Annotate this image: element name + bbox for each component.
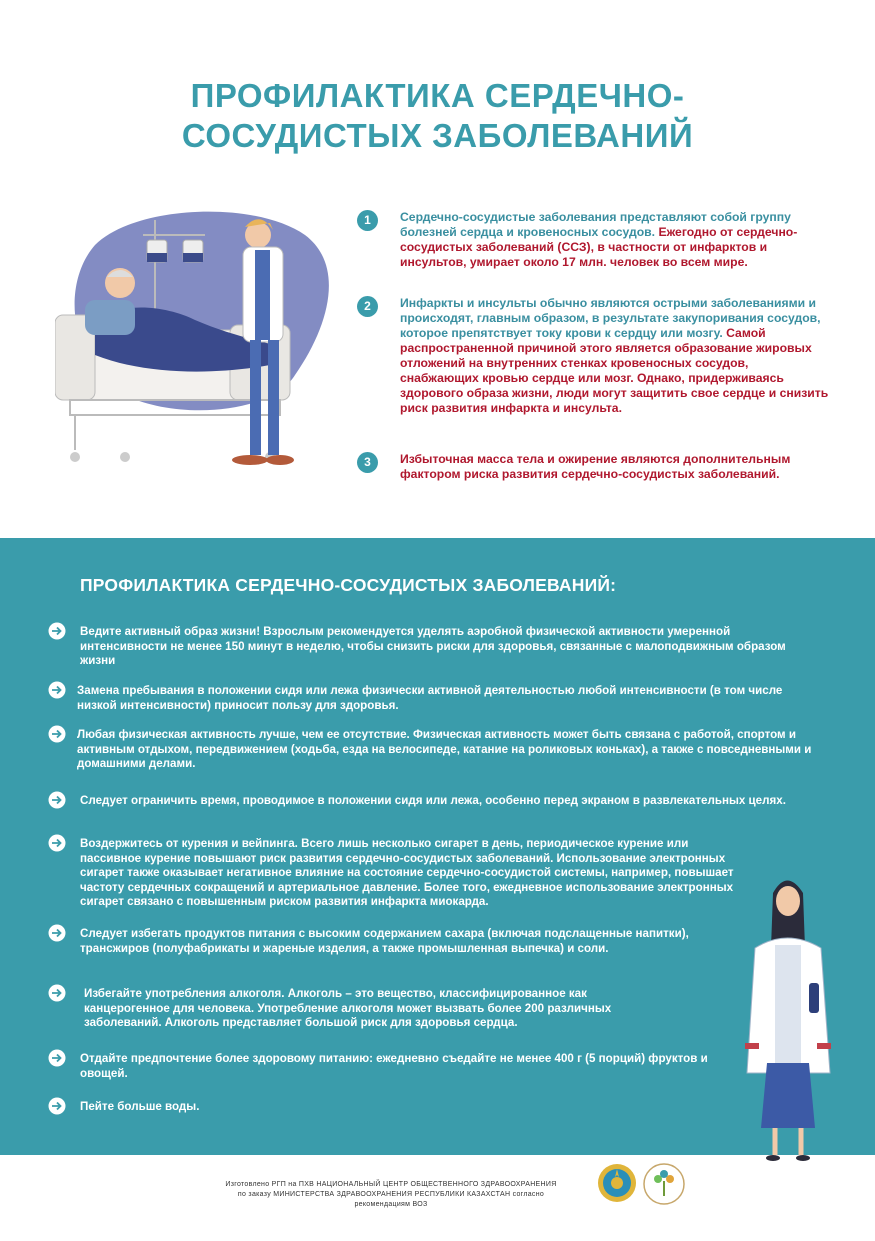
point-emphasis: Ежегодно от сердечно-сосудистых заболеваний (ССЗ), в частности от инфарктов и инсультов, умирает около 17 млн. человек во всем мире. [400, 225, 798, 269]
state-emblem-icon [597, 1163, 637, 1203]
tip-9: Пейте больше воды. [80, 1100, 200, 1113]
point-text [400, 210, 830, 270]
prevention-heading: ПРОФИЛАКТИКА СЕРДЕЧНО-СОСУДИСТЫХ ЗАБОЛЕВАНИЙ: [80, 575, 617, 595]
arrow-right-circle-icon [48, 791, 66, 809]
number-badge: 2 [357, 296, 378, 317]
footer-line-1: Изготовлено РГП на ПХВ НАЦИОНАЛЬНЫЙ ЦЕНТР ОБЩЕСТВЕННОГО ЗДРАВООХРАНЕНИЯ [225, 1181, 557, 1188]
point-intro: Сердечно-сосудистые заболевания представляют собой группу болезней сердца и кровеносных сосудов. [400, 210, 791, 239]
point-emphasis: Самой распространенной причиной этого является образование жировых отложений на внутренних стенках кровеносных сосудов, снабжающих кровью сердце или мозг. Однако, придерживаясь здорового образа жизни, люди могут защитить свое сердце и снизить риск развития инфаркта и инсульта. [400, 326, 829, 415]
arrow-right-circle-icon [48, 834, 66, 852]
ministry-logo-icon [643, 1163, 685, 1205]
female-doctor-illustration [735, 873, 840, 1163]
number-badge: 1 [357, 210, 378, 231]
arrow-right-circle-icon [48, 984, 66, 1002]
arrow-right-circle-icon [48, 622, 66, 640]
footer-line-2: по заказу МИНИСТЕРСТВА ЗДРАВООХРАНЕНИЯ РЕСПУБЛИКИ КАЗАХСТАН согласно [237, 1191, 545, 1198]
tip-4: Следует ограничить время, проводимое в положении сидя или лежа, особенно перед экраном в развлекательных целях. [80, 794, 786, 807]
point-text [400, 452, 830, 482]
footer-credits [195, 1180, 587, 1210]
arrow-right-circle-icon [48, 1097, 66, 1115]
page-title-line-1: ПРОФИЛАКТИКА СЕРДЕЧНО- [190, 77, 685, 114]
number-badge: 3 [357, 452, 378, 473]
arrow-right-circle-icon [48, 681, 66, 699]
tip-3: Любая физическая активность лучше, чем ее отсутствие. Физическая активность может быть связана с работой, спортом и активным отдыхом, передвижением (ходьба, езда на велосипеде, катание на роликовых коньках), а также с повседневными и домашними делами. [77, 728, 812, 770]
arrow-right-circle-icon [48, 1049, 66, 1067]
tip-8: Отдайте предпочтение более здоровому питанию: ежедневно съедайте не менее 400 г (5 порций) фруктов и овощей. [80, 1052, 708, 1080]
tip-5: Воздержитесь от курения и вейпинга. Всего лишь несколько сигарет в день, периодическое курение или пассивное курение повышают риск развития сердечно-сосудистых заболеваний. Использование электронных сигарет также оказывает негативное влияние на состояние сердечно-сосудистой системы, например, повышает частоту сердечных сокращений и артериальное давление. Более того, ежедневное использование электронных сигарет связано с повышенным риском развития инфаркта миокарда. [80, 837, 734, 908]
page-title [0, 76, 875, 156]
point-emphasis: Избыточная масса тела и ожирение являются дополнительным фактором риска развития сердечно-сосудистых заболеваний. [400, 452, 791, 481]
prevention-section [0, 538, 875, 1155]
footer-line-3: рекомендациям ВОЗ [354, 1201, 428, 1208]
tip-1: Ведите активный образ жизни! Взрослым рекомендуется уделять аэробной физической активности умеренной интенсивности не менее 150 минут в неделю, чтобы снизить риски для здоровья, связанные с малоподвижным образом жизни [80, 625, 786, 667]
arrow-right-circle-icon [48, 924, 66, 942]
page-title-line-2: СОСУДИСТЫХ ЗАБОЛЕВАНИЙ [181, 117, 694, 154]
tip-2: Замена пребывания в положении сидя или лежа физически активной деятельностью любой интенсивности (в том числе низкой интенсивности) приносит пользу для здоровья. [77, 684, 783, 712]
tip-7: Избегайте употребления алкоголя. Алкоголь – это вещество, классифицированное как канцерогенное для человека. Употребление алкоголя может вызвать более 200 различных заболеваний. Алкоголь представляет большой риск для здоровья сердца. [84, 987, 612, 1029]
patient-doctor-illustration [55, 205, 345, 475]
arrow-right-circle-icon [48, 725, 66, 743]
tip-6: Следует избегать продуктов питания с высоким содержанием сахара (включая подслащенные напитки), трансжиров (полуфабрикаты и жареные изделия, а также промышленная выпечка) и соли. [80, 927, 689, 955]
point-text [400, 296, 830, 416]
point-intro: Инфаркты и инсульты обычно являются острыми заболеваниями и происходят, главным образом, в результате закупоривания сосудов, которое препятствует току крови к сердцу или мозгу. [400, 296, 821, 340]
